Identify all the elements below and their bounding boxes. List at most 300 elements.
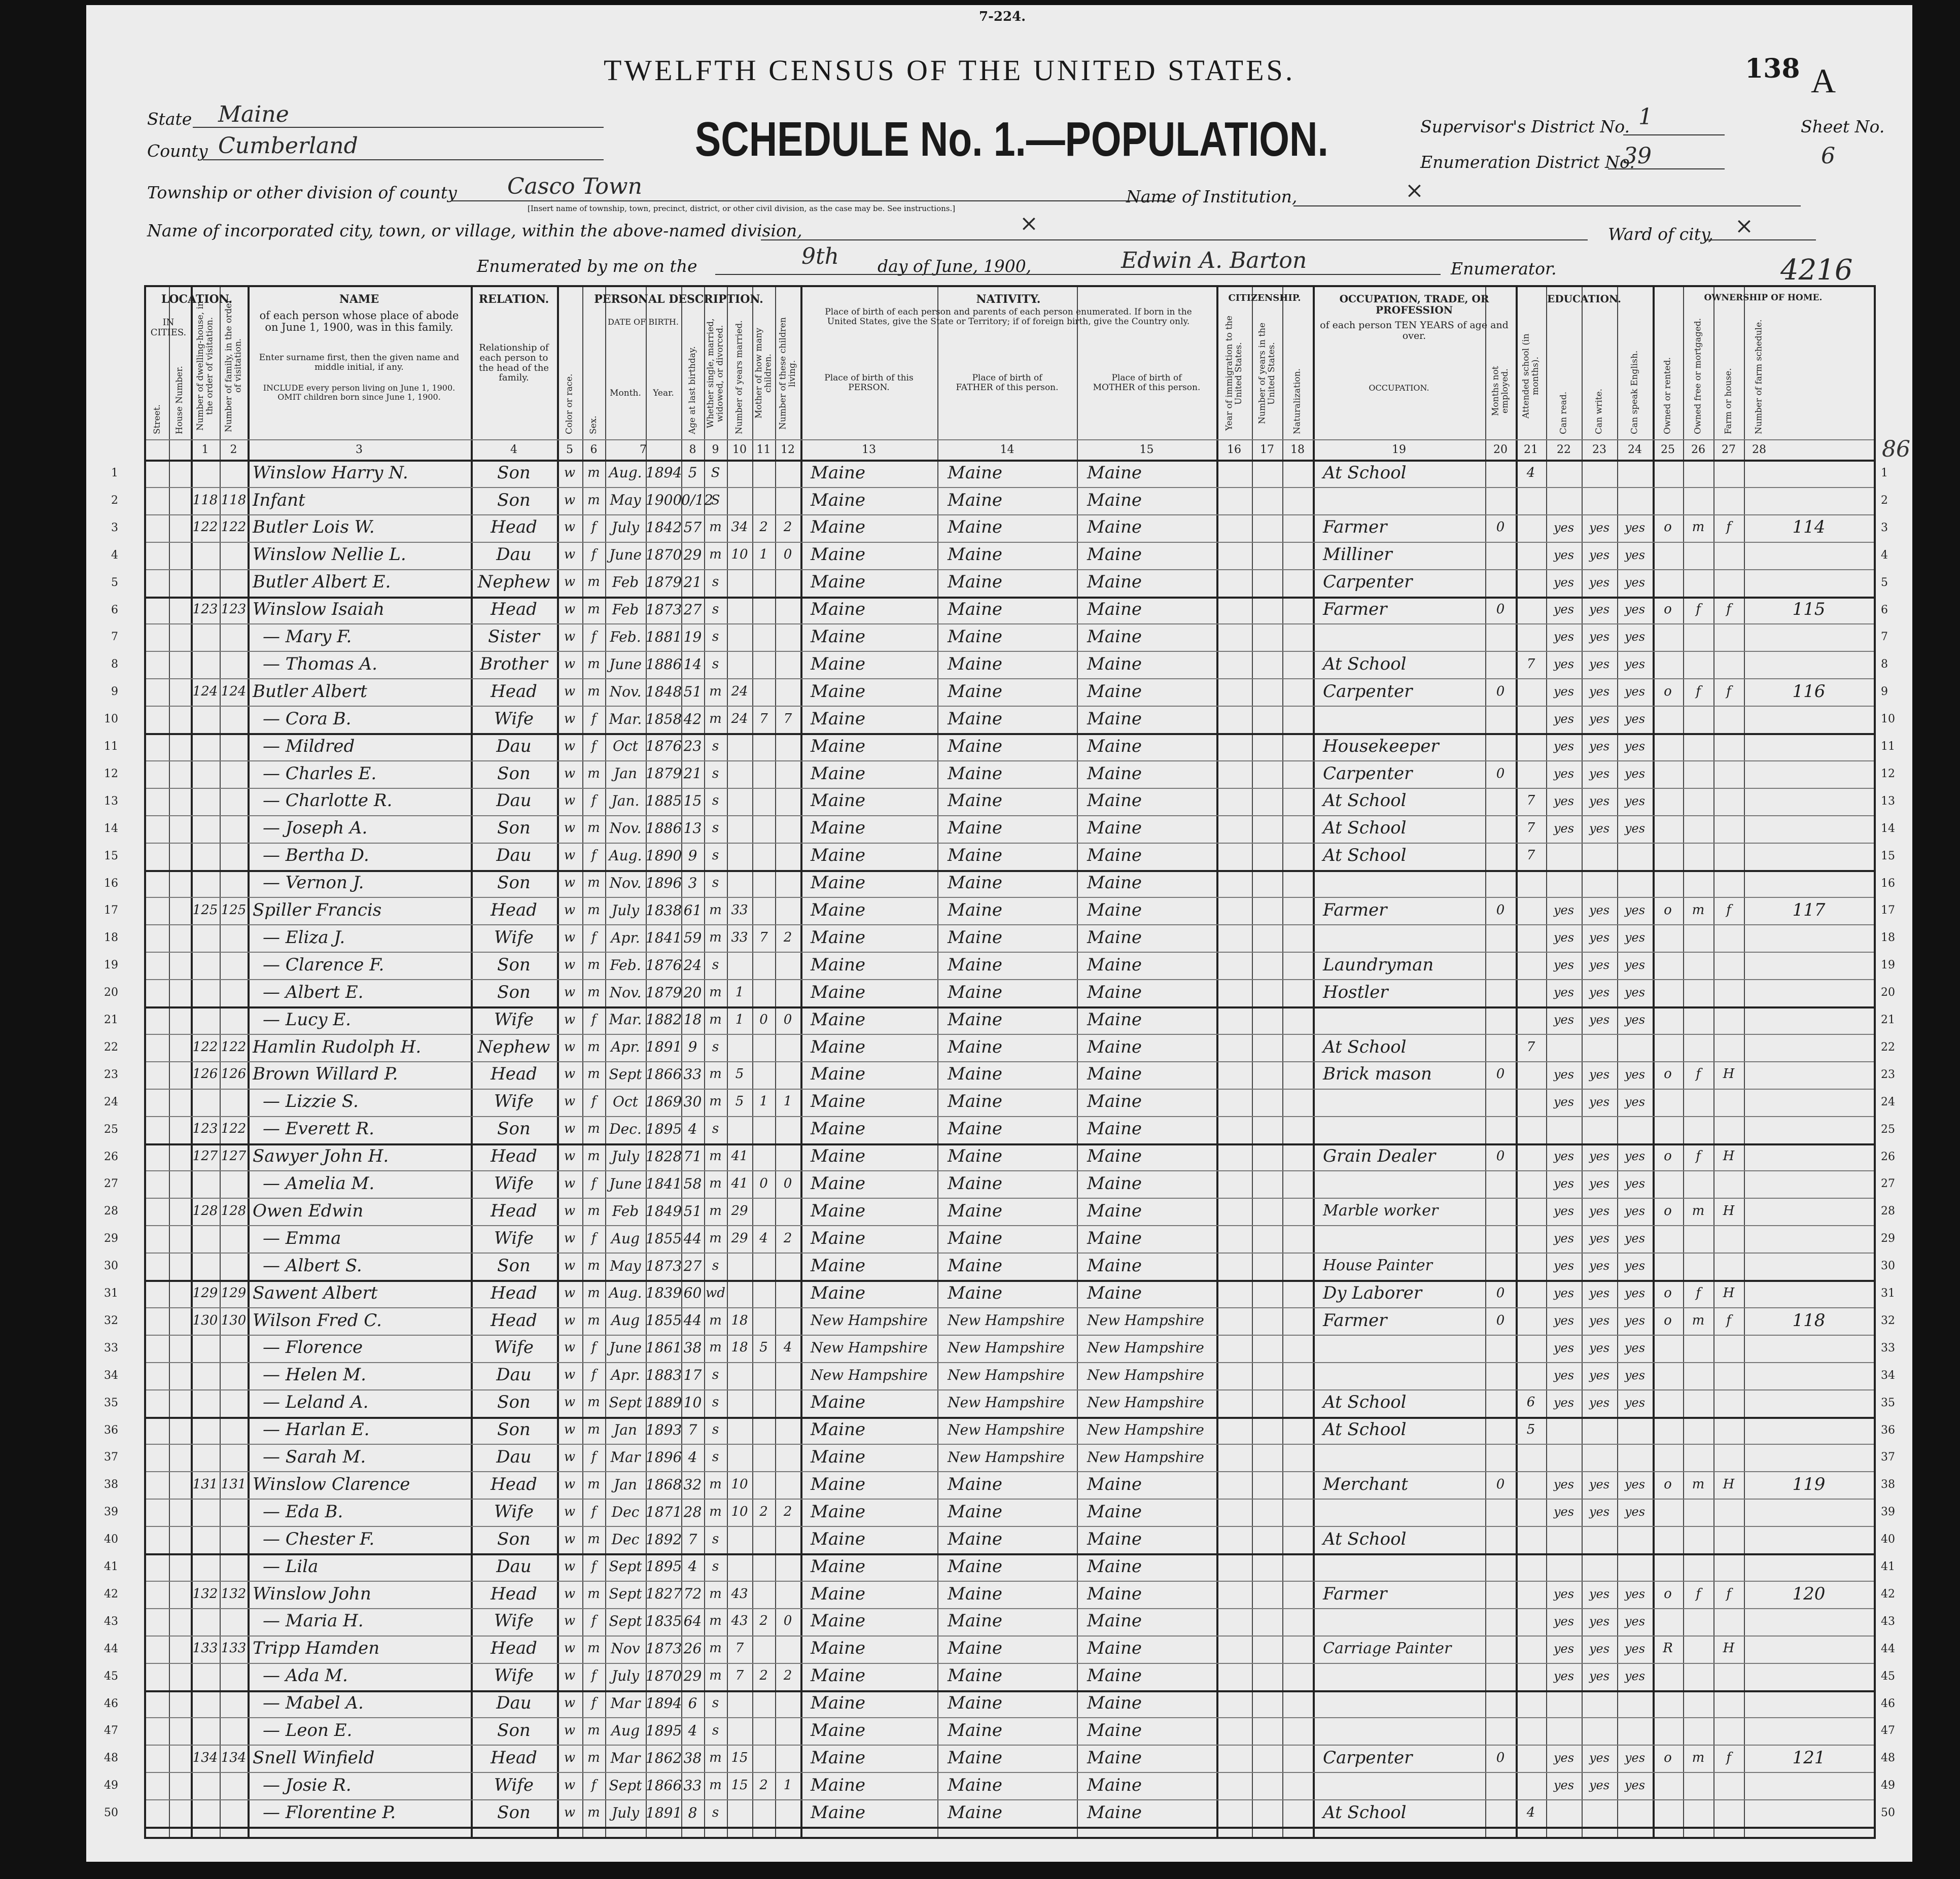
can-speak: yes [1624,1641,1646,1656]
birthplace-person: Maine [811,1282,865,1303]
can-speak: yes [1624,1778,1646,1793]
can-write: yes [1589,1285,1610,1300]
line-number: 38 [104,1478,118,1491]
dwelling-number: 126 [192,1066,218,1082]
birthplace-father: Maine [948,1255,1002,1276]
color: w [564,547,576,563]
column-number: 22 [1557,443,1571,456]
header-can-read: Can read. [1558,391,1569,434]
line-number: 41 [104,1560,118,1573]
relation: Wife [494,1173,534,1194]
years-married: 18 [731,1340,748,1355]
sheet-label: Sheet No. [1801,117,1885,136]
farm-schedule: 116 [1792,681,1826,702]
person-name: — Leon E. [263,1720,353,1741]
dwelling-number: 133 [192,1641,218,1656]
birth-year: 1896 [646,874,682,891]
person-name: — Lizzie S. [263,1091,359,1112]
birthplace-person: Maine [811,490,865,510]
age: 60 [683,1284,702,1302]
children-living: 2 [783,519,792,535]
table-row [104,760,1895,788]
birthplace-father: Maine [948,1802,1002,1823]
children-living: 2 [783,1230,792,1246]
can-speak: yes [1624,520,1646,535]
column-number: 20 [1493,443,1508,456]
color: w [564,793,576,809]
marital-status: m [709,1504,722,1519]
owned-rented: o [1664,902,1672,918]
marital-status: m [709,1476,722,1492]
sex: m [587,1723,600,1738]
relation: Head [491,900,537,921]
line-number: 8 [111,658,118,671]
line-number: 44 [104,1642,118,1655]
birthplace-person: Maine [811,982,865,1002]
can-read: yes [1553,1641,1574,1656]
line-number-right: 16 [1881,877,1895,890]
birth-month: Sept [609,1777,642,1794]
mortgage: f [1696,1285,1701,1301]
occupation: Brick mason [1323,1064,1432,1085]
can-speak: yes [1624,930,1646,945]
header-can-speak: Can speak English. [1629,350,1640,434]
birthplace-person: Maine [811,1173,865,1194]
line-number-right: 47 [1881,1724,1895,1737]
dwelling-number: 132 [192,1586,218,1602]
relation: Nephew [477,572,550,593]
person-name: — Clarence F. [263,954,384,975]
line-number-right: 39 [1881,1506,1895,1519]
header-dwelling: Number of dwelling-house, in the order of visitation. [195,301,215,431]
schedule-title: SCHEDULE No. 1.—POPULATION. [695,112,1328,166]
occupation: Carriage Painter [1323,1639,1452,1657]
months-unemployed: 0 [1496,1285,1505,1301]
line-number-right: 18 [1881,931,1895,945]
city-value: × [1020,211,1038,236]
table-row [104,979,1895,1006]
can-write: yes [1589,575,1610,589]
family-number: 123 [221,602,247,617]
relation: Head [491,517,537,538]
table-row [104,1717,1895,1745]
table-row [104,1061,1895,1089]
mortgage: m [1692,902,1705,918]
relation: Son [497,1392,531,1413]
can-read: yes [1553,1259,1574,1273]
line-number: 18 [104,931,118,945]
age: 4 [688,1722,697,1739]
can-write: yes [1589,1368,1610,1382]
birth-month: Mar [610,1694,641,1712]
age: 23 [683,738,702,755]
header-occupation-desc: of each person TEN YEARS of age and over. [1320,320,1509,341]
person-name: — Amelia M. [263,1173,375,1194]
column-number: 1 [201,443,209,456]
dwelling-number: 129 [192,1285,218,1301]
farm-house: f [1726,1586,1731,1602]
person-name: — Charlotte R. [263,790,393,811]
relation: Son [497,1528,531,1549]
color: w [564,929,576,945]
line-number: 36 [104,1423,118,1437]
can-write: yes [1589,766,1610,781]
can-write: yes [1589,821,1610,836]
age: 9 [688,847,697,864]
person-name: Snell Winfield [253,1747,375,1768]
line-number-right: 23 [1881,1068,1895,1081]
color: w [564,1258,576,1273]
marital-status: s [712,820,719,836]
ward-value: × [1735,213,1754,239]
relation: Wife [494,927,534,948]
marital-status: s [712,848,719,863]
person-name: — Eda B. [263,1501,343,1522]
marital-status: m [709,547,722,563]
marital-status: m [709,1586,722,1602]
dwelling-number: 123 [192,602,218,617]
birthplace-person: Maine [811,1693,865,1714]
person-name: — Harlan E. [263,1419,370,1440]
mother-of: 2 [759,519,768,535]
occupation: Laundryman [1323,954,1434,975]
birthplace-person: Maine [811,1802,865,1823]
farm-house: H [1723,1476,1735,1492]
birth-year: 1842 [646,519,682,536]
line-number: 40 [104,1533,118,1546]
column-number: 25 [1661,443,1675,456]
birthplace-mother: Maine [1087,763,1142,784]
birthplace-person: New Hampshire [811,1339,928,1356]
birth-month: Sept [609,1394,642,1411]
birthplace-father: Maine [948,1665,1002,1686]
can-read: yes [1553,1176,1574,1191]
relation: Dau [496,1693,532,1714]
line-number: 30 [104,1260,118,1273]
months-unemployed: 0 [1496,1149,1505,1164]
birthplace-mother: Maine [1087,1474,1142,1494]
birthplace-mother: Maine [1087,462,1142,483]
marital-status: s [712,1039,719,1055]
county-underline [203,159,604,160]
can-write: yes [1589,1204,1610,1219]
population-table [104,285,1895,1839]
can-read: yes [1553,520,1574,535]
relation: Sister [488,627,540,647]
birthplace-person: Maine [811,1419,865,1440]
person-name: — Josie R. [263,1774,352,1795]
birth-year: 1861 [646,1339,682,1356]
can-write: yes [1589,1149,1610,1164]
farm-schedule: 118 [1792,1310,1826,1331]
color: w [564,1558,576,1574]
birthplace-father: New Hampshire [948,1394,1065,1411]
color: w [564,1312,576,1328]
table-row [104,1663,1895,1690]
person-name: — Thomas A. [263,653,377,674]
can-speak: yes [1624,547,1646,562]
relation: Head [491,1747,537,1768]
farm-house: f [1726,683,1731,699]
marital-status: s [712,629,719,645]
table-row [104,952,1895,979]
birth-year: 1892 [646,1530,682,1548]
line-number: 35 [104,1396,118,1409]
age: 4 [688,1121,697,1138]
children-living: 2 [783,1504,792,1519]
birthplace-mother: Maine [1087,927,1142,948]
can-speak: yes [1624,1012,1646,1027]
birthplace-father: Maine [948,763,1002,784]
birthplace-father: Maine [948,1774,1002,1795]
color: w [564,629,576,645]
dwelling-number: 124 [192,683,218,699]
person-name: Brown Willard P. [253,1064,398,1085]
dwelling-number: 127 [192,1149,218,1164]
color: w [564,519,576,535]
marital-status: m [709,1094,722,1109]
birth-year: 1886 [646,820,682,837]
birthplace-person: Maine [811,599,865,620]
enumeration-underline [1608,168,1725,169]
marital-status: s [712,1422,719,1438]
color: w [564,1422,576,1438]
birthplace-mother: Maine [1087,1693,1142,1714]
person-name: — Charles E. [263,763,377,784]
column-number: 5 [566,443,573,456]
color: w [564,1367,576,1383]
line-number-right: 7 [1881,631,1888,644]
can-speak: yes [1624,1149,1646,1164]
occupation: Housekeeper [1323,736,1439,756]
birthplace-father: Maine [948,1282,1002,1303]
line-number: 34 [104,1369,118,1382]
line-number: 27 [104,1177,118,1191]
owned-rented: o [1664,1285,1672,1301]
birthplace-mother: Maine [1087,736,1142,756]
line-number-right: 2 [1881,494,1888,507]
table-row [104,1280,1895,1307]
relation: Brother [480,653,548,674]
marital-status: m [709,902,722,918]
line-number-right: 29 [1881,1232,1895,1245]
can-read: yes [1553,1668,1574,1683]
birth-month: Apr. [611,1367,640,1384]
header-month: Month. [610,388,641,398]
line-number: 33 [104,1341,118,1354]
occupation: Farmer [1323,1310,1387,1331]
birth-year: 1870 [646,1667,682,1685]
line-number: 23 [104,1068,118,1081]
mother-of: 2 [759,1504,768,1519]
birthplace-person: New Hampshire [811,1312,928,1329]
can-write: yes [1589,1313,1610,1328]
person-name: — Cora B. [263,708,352,729]
line-number-right: 15 [1881,849,1895,862]
header-attended-school: Attended school (in months). [1521,333,1541,419]
relation: Nephew [477,1036,550,1057]
birth-month: Aug [611,1722,640,1739]
birthplace-father: Maine [948,1501,1002,1522]
person-name: Butler Albert [253,681,367,702]
occupation: Merchant [1323,1474,1408,1494]
school-months: 7 [1526,848,1535,863]
person-name: Owen Edwin [253,1200,364,1221]
table-row [104,1362,1895,1389]
birth-year: 1895 [646,1121,682,1138]
sex: f [591,519,597,535]
can-speak: yes [1624,1285,1646,1300]
birth-month: Feb. [610,628,641,645]
sex: m [587,1422,600,1438]
birthplace-mother: Maine [1087,1638,1142,1659]
years-married: 7 [735,1641,744,1656]
can-read: yes [1553,684,1574,699]
marital-status: m [709,1613,722,1629]
line-number: 24 [104,1095,118,1108]
header-marital: Whether single, married, widowed, or divorced. [705,318,725,429]
line-number: 11 [104,740,118,753]
line-number: 20 [104,986,118,999]
table-row [104,1116,1895,1143]
header-birth-person: Place of birth of this PERSON. [824,373,914,393]
family-number: 122 [221,1121,247,1137]
farm-schedule: 117 [1792,900,1826,921]
table-row [104,1444,1895,1471]
birth-month: Dec [611,1530,640,1548]
birthplace-person: Maine [811,1774,865,1795]
stamp-number: 4216 [1780,254,1853,287]
enumeration-value: 39 [1623,143,1652,169]
column-number: 28 [1752,443,1766,456]
birth-month: June [609,1339,642,1356]
dwelling-number: 131 [192,1476,218,1492]
institution-label: Name of Institution, [1126,187,1298,206]
line-number-right: 34 [1881,1369,1895,1382]
person-name: — Lila [263,1556,319,1577]
dwelling-number: 128 [192,1203,218,1219]
birth-month: Dec. [609,1121,642,1138]
birth-month: Nov. [609,820,642,837]
months-unemployed: 0 [1496,902,1505,918]
color: w [564,574,576,590]
census-title: TWELFTH CENSUS OF THE UNITED STATES. [604,54,1296,87]
can-speak: yes [1624,793,1646,808]
birth-month: June [609,1175,642,1192]
township-underline [451,200,1172,201]
sex: m [587,1121,600,1137]
line-number-right: 38 [1881,1478,1895,1491]
person-name: Spiller Francis [253,900,382,921]
color: w [564,492,576,508]
family-number: 127 [221,1149,247,1164]
birthplace-person: Maine [811,708,865,729]
can-read: yes [1553,1395,1574,1410]
can-speak: yes [1624,1614,1646,1628]
line-number-right: 8 [1881,658,1888,671]
column-number: 4 [510,443,517,456]
line-number-right: 10 [1881,713,1895,726]
birthplace-mother: Maine [1087,873,1142,893]
table-row [104,1499,1895,1526]
birth-year: 1895 [646,1558,682,1575]
can-write: yes [1589,1778,1610,1793]
birth-month: Jan. [611,792,640,810]
years-married: 33 [731,929,748,945]
header-occupation: OCCUPATION. [1369,383,1429,393]
header-nativity: NATIVITY. [976,293,1041,306]
birthplace-father: New Hampshire [948,1339,1065,1356]
line-number-right: 36 [1881,1423,1895,1437]
relation: Head [491,1146,537,1167]
column-number: 26 [1691,443,1705,456]
age: 64 [683,1613,702,1630]
birth-month: Nov. [609,984,642,1001]
birthplace-mother: Maine [1087,1501,1142,1522]
birth-year: 1883 [646,1367,682,1384]
marital-status: m [709,519,722,535]
sex: m [587,656,600,672]
color: w [564,902,576,918]
birthplace-mother: Maine [1087,1255,1142,1276]
birthplace-person: Maine [811,572,865,593]
column-number: 13 [862,443,876,456]
table-row [104,1581,1895,1608]
sex: m [587,1312,600,1328]
can-read: yes [1553,739,1574,753]
table-row [104,1471,1895,1499]
birthplace-mother: Maine [1087,572,1142,593]
years-married: 18 [731,1312,748,1328]
marital-status: s [712,875,719,891]
color: w [564,765,576,781]
county-label: County [147,141,208,161]
line-number-right: 35 [1881,1396,1895,1409]
person-name: — Lucy E. [263,1009,351,1030]
birthplace-mother: Maine [1087,1611,1142,1631]
birthplace-father: Maine [948,572,1002,593]
birth-year: 1891 [646,1038,682,1056]
color: w [564,1668,576,1684]
line-number: 48 [104,1752,118,1765]
sex: f [591,793,597,809]
table-row [111,651,1888,678]
relation: Head [491,1064,537,1085]
sex: m [587,902,600,918]
can-read: yes [1553,630,1574,644]
age: 20 [683,984,702,1001]
mother-of: 4 [759,1230,768,1246]
birthplace-mother: Maine [1087,790,1142,811]
birthplace-father: Maine [948,490,1002,510]
can-write: yes [1589,1586,1610,1601]
line-number-right: 30 [1881,1260,1895,1273]
birth-year: 1882 [646,1011,682,1028]
owned-rented: o [1664,1586,1672,1602]
marital-status: m [709,1340,722,1355]
children-living: 0 [783,1012,792,1027]
birth-year: 1868 [646,1476,682,1493]
can-speak: yes [1624,657,1646,672]
mother-of: 2 [759,1777,768,1793]
line-number: 2 [111,494,118,507]
age: 24 [683,956,702,973]
table-row [104,1636,1895,1663]
line-number-right: 17 [1881,904,1895,917]
can-read: yes [1553,1012,1574,1027]
birthplace-person: Maine [811,1091,865,1112]
birthplace-father: Maine [948,1009,1002,1030]
